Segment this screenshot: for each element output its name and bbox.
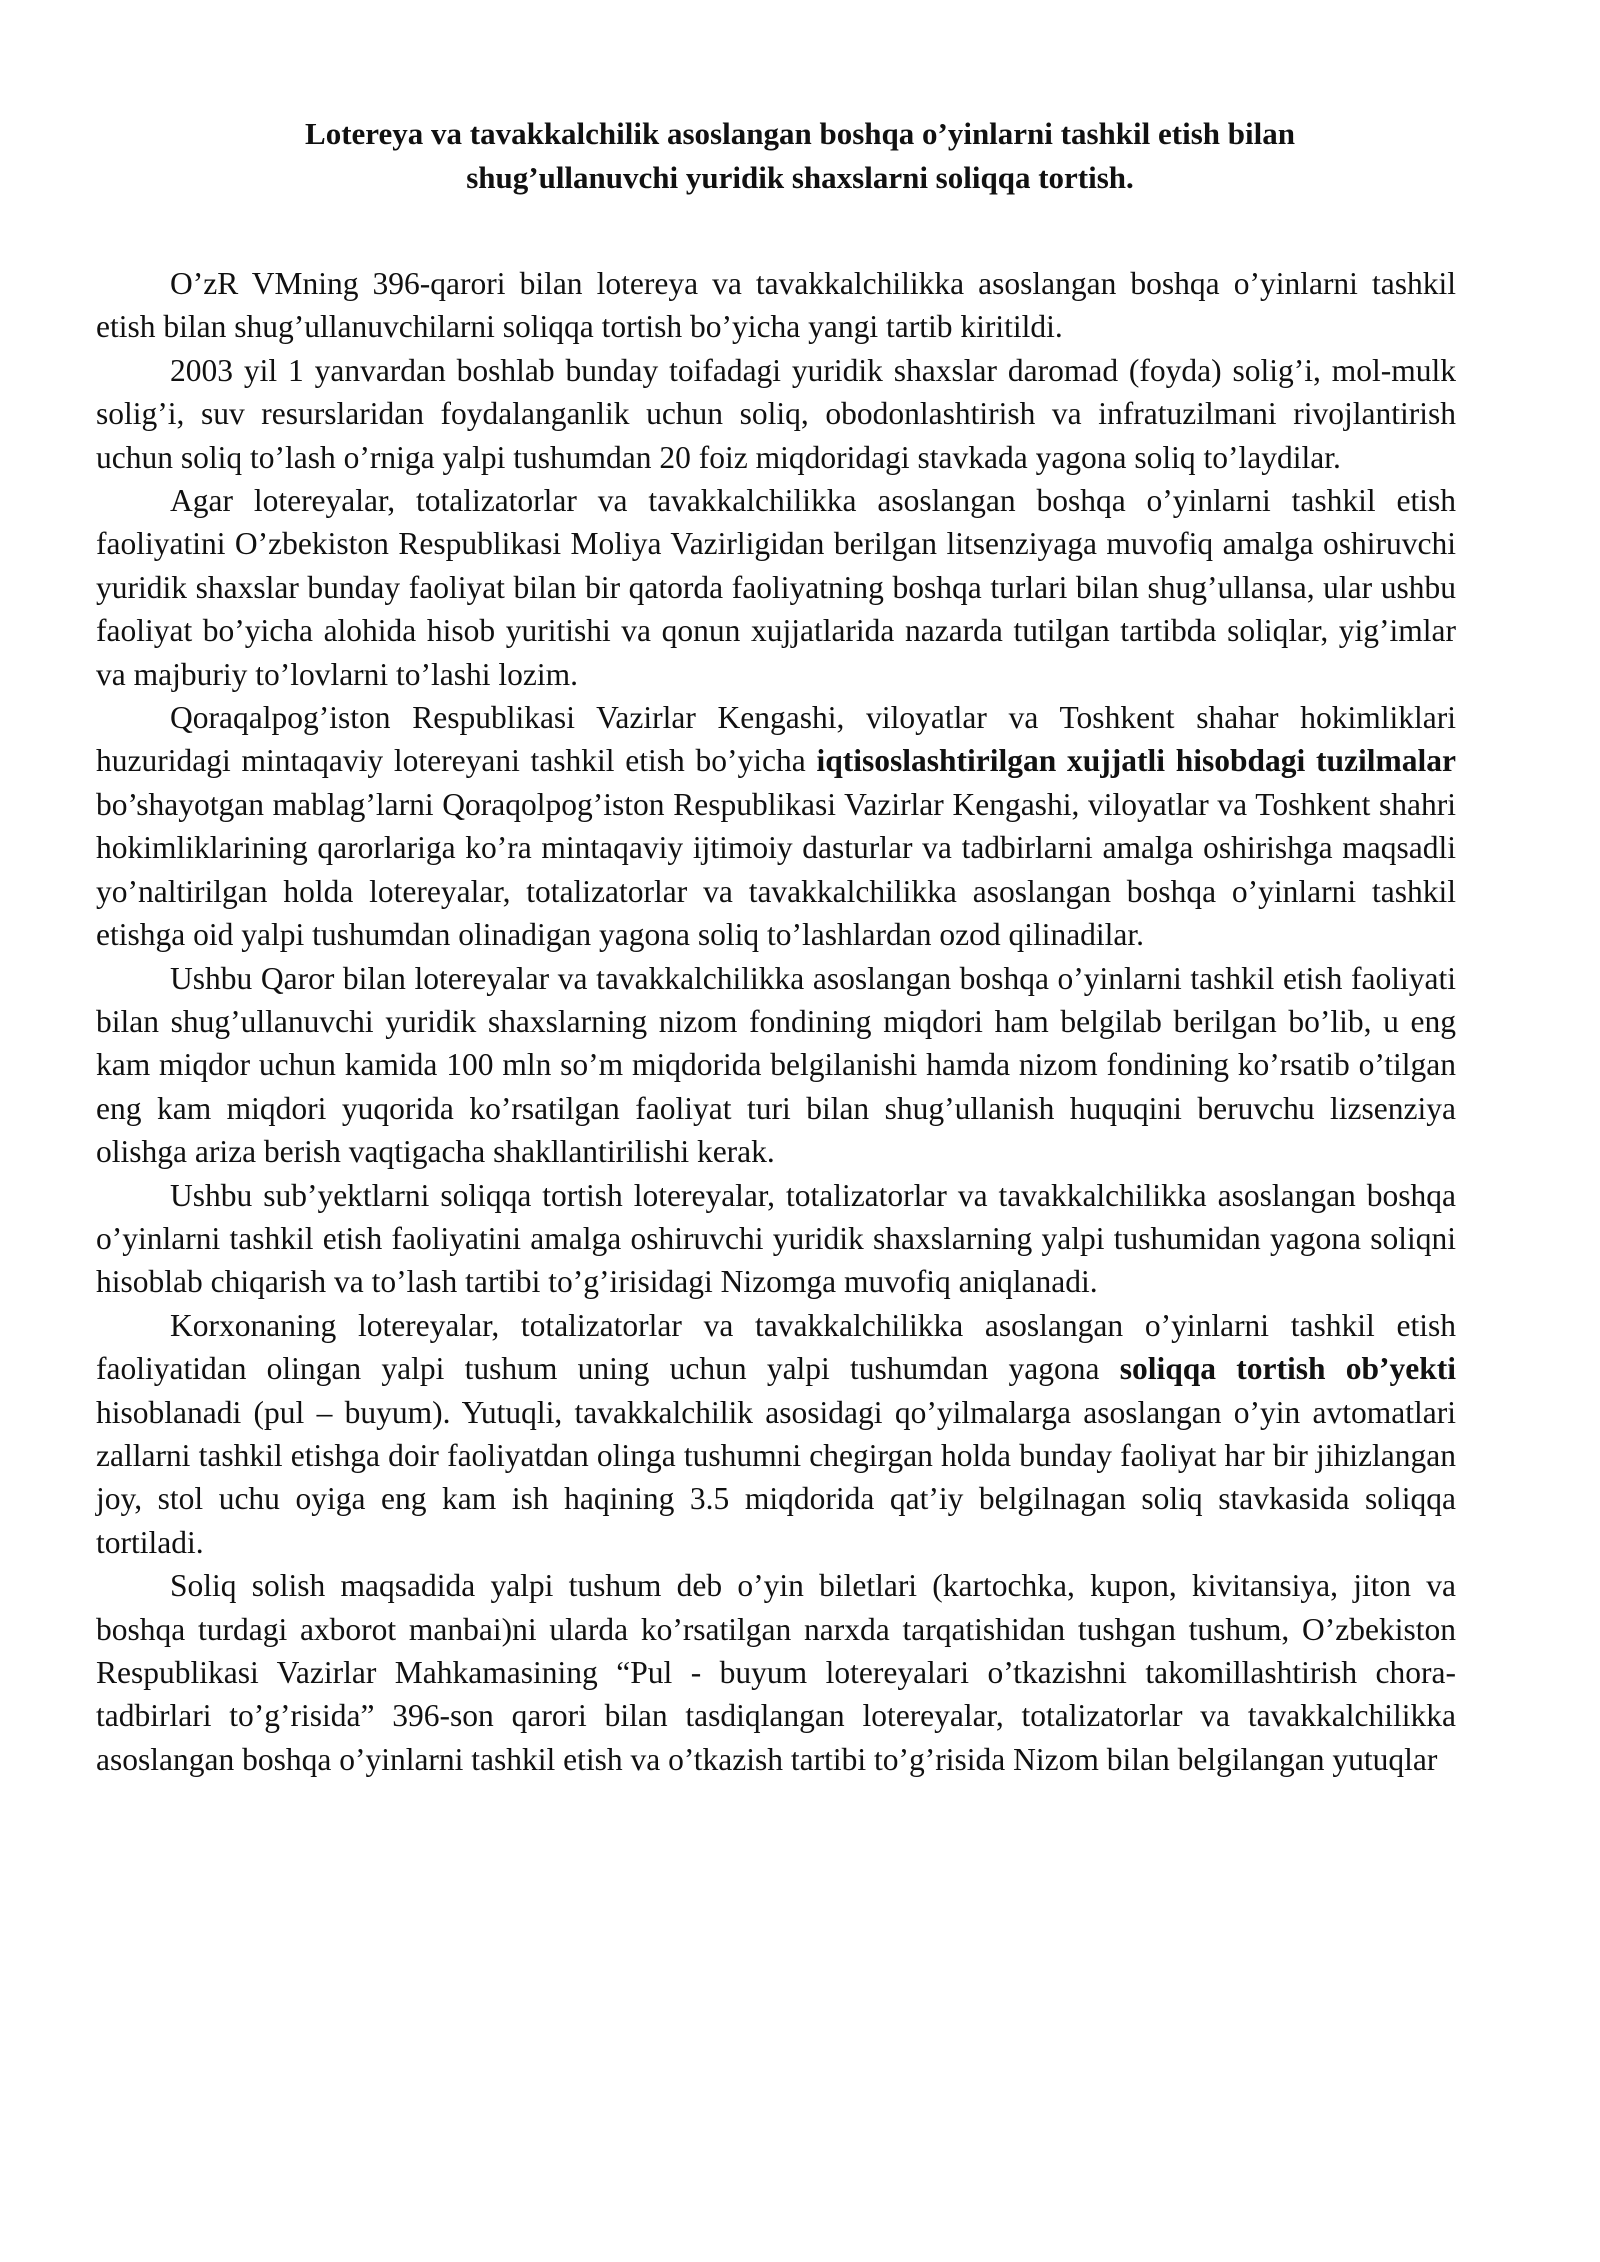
paragraph-text: bo’shayotgan mablag’larni Qoraqolpog’iston Respublikasi Vazirlar Kengashi, viloyatlar va Toshkent shahri hokimliklarining qarorlariga ko’ra mintaqaviy ijtimoiy dasturlar va tadbirlarni amalga oshirishga maqsadli yo’naltirilgan holda lotereyalar, totalizatorlar va tavakkalchilikka asoslangan boshqa o’yinlarni tashkil etishga oid yalpi tushumdan olinadigan yagona soliq to’lashlardan ozod qilinadilar. bbox=[96, 786, 1456, 953]
paragraph-text: 2003 yil 1 yanvardan boshlab bunday toifadagi yuridik shaxslar daromad (foyda) solig’i, mol-mulk solig’i, suv resurslaridan foydalanganlik uchun soliq, obodonlashtirish va infratuzilmani rivojlantirish uchun soliq to’lash o’rniga yalpi tushumdan 20 foiz miqdoridagi stavkada yagona soliq to’laydilar. bbox=[96, 352, 1456, 475]
paragraph-text: Soliq solish maqsadida yalpi tushum deb o’yin biletlari (kartochka, kupon, kivitansiya, jiton va boshqa turdagi axborot manbai)ni ularda ko’rsatilgan narxda tarqatishidan tushgan tushum, O’zbekiston Respublikasi Vazirlar Mahkamasining “Pul - buyum lotereyalari o’tkazishni takomillashtirish chora- tadbirlari to’g’risida” 396-son qarori bilan tasdiqlangan lotereyalar, totalizatorlar va tavakkalchilikka asoslangan boshqa o’yinlarni tashkil etish va o’tkazish tartibi to’g’risida Nizom bilan belgilangan yutuqlar bbox=[96, 1568, 1456, 1777]
title-line-1: Lotereya va tavakkalchilik asoslangan boshqa o’yinlarni tashkil etish bilan bbox=[305, 116, 1295, 151]
paragraph-text: Qoraqalpog’iston Respublikasi Vazirlar Kengashi, viloyatlar va Toshkent shahar hokimliklari huzuridagi mintaqaviy lotereyani tashkil etish bo’yicha bbox=[96, 700, 1456, 779]
bold-term: soliqqa tortish ob’yekti bbox=[1119, 1351, 1456, 1387]
paragraph-3 bbox=[96, 479, 1456, 696]
document-title bbox=[160, 112, 1440, 200]
paragraph-text: hisoblanadi (pul – buyum). Yutuqli, tavakkalchilik asosidagi qo’yilmalarga asoslangan o’yin avtomatlari zallarni tashkil etishga doir faoliyatdan olinga tushumni chegirgan holda bunday faoliyat har bir jihizlangan joy, stol uchu oyiga eng kam ish haqining 3.5 miqdorida qat’iy belgilnagan soliq stavkasida soliqqa tortiladi. bbox=[96, 1394, 1456, 1560]
paragraph-1 bbox=[96, 262, 1456, 349]
paragraph-text: O’zR VMning 396-qarori bilan lotereya va tavakkalchilikka asoslangan boshqa o’yinlarni tashkil etish bilan shug’ullanuvchilarni soliqqa tortish bo’yicha yangi tartib kiritildi. bbox=[96, 266, 1456, 345]
document-body bbox=[96, 262, 1456, 1781]
title-line-2: shug’ullanuvchi yuridik shaxslarni soliqqa tortish. bbox=[466, 160, 1134, 195]
paragraph-8 bbox=[96, 1564, 1456, 1781]
paragraph-2 bbox=[96, 349, 1456, 479]
paragraph-text: Korxonaning lotereyalar, totalizatorlar va tavakkalchilikka asoslangan o’yinlarni tashkil etish faoliyatidan olingan yalpi tushum uning uchun yalpi tushumdan yagona bbox=[96, 1307, 1456, 1387]
paragraph-4 bbox=[96, 696, 1456, 956]
bold-term: iqtisoslashtirilgan xujjatli hisobdagi tuzilmalar bbox=[816, 743, 1456, 779]
paragraph-5 bbox=[96, 957, 1456, 1174]
paragraph-text: Agar lotereyalar, totalizatorlar va tavakkalchilikka asoslangan boshqa o’yinlarni tashkil etish faoliyatini O’zbekiston Respublikasi Moliya Vazirligidan berilgan litsenziyaga muvofiq amalga oshiruvchi yuridik shaxslar bunday faoliyat bilan bir qatorda faoliyatning boshqa turlari bilan shug’ullansa, ular ushbu faoliyat bo’yicha alohida hisob yuritishi va qonun xujjatlarida nazarda tutilgan tartibda soliqlar, yig’imlar va majburiy to’lovlarni to’lashi lozim. bbox=[96, 483, 1456, 692]
paragraph-7 bbox=[96, 1304, 1456, 1564]
paragraph-text: Ushbu sub’yektlarni soliqqa tortish lotereyalar, totalizatorlar va tavakkalchilikka asoslangan boshqa o’yinlarni tashkil etish faoliyatini amalga oshiruvchi yuridik shaxslarning yalpi tushumidan yagona soliqni hisoblab chiqarish va to’lash tartibi to’g’irisidagi Nizomga muvofiq aniqlanadi. bbox=[96, 1177, 1456, 1300]
paragraph-text: Ushbu Qaror bilan lotereyalar va tavakkalchilikka asoslangan boshqa o’yinlarni tashkil etish faoliyati bilan shug’ullanuvchi yuridik shaxslarning nizom fondining miqdori ham belgilab berilgan bo’lib, u eng kam miqdor uchun kamida 100 mln so’m miqdorida belgilanishi hamda nizom fondining ko’rsatib o’tilgan eng kam miqdori yuqorida ko’rsatilgan faoliyat turi bilan shug’ullanish huquqini beruvchu lizsenziya olishga ariza berish vaqtigacha shakllantirilishi kerak. bbox=[96, 960, 1456, 1170]
paragraph-6 bbox=[96, 1174, 1456, 1304]
